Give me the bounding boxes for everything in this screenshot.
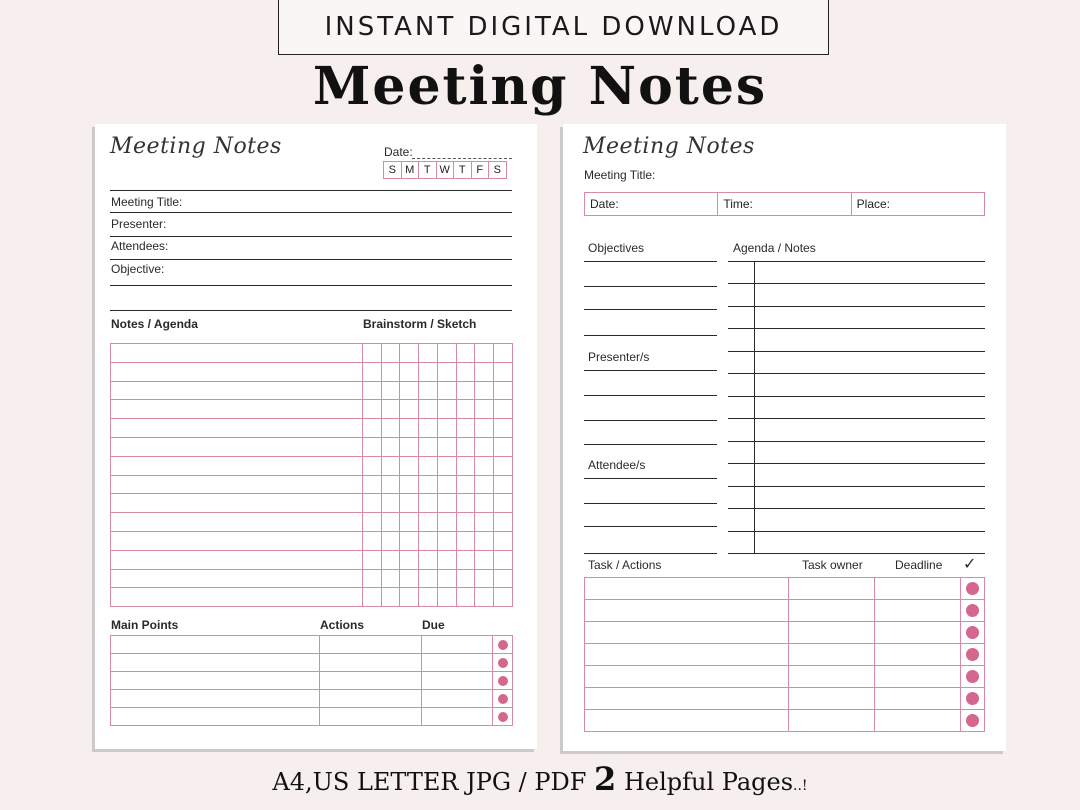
banner-text: INSTANT DIGITAL DOWNLOAD (324, 12, 783, 42)
presenter-label: Presenter: (111, 217, 167, 231)
grid-row (111, 588, 513, 607)
sketch-cell[interactable] (400, 569, 419, 588)
meeting-title-label: Meeting Title: (111, 195, 183, 209)
ruled-line[interactable] (584, 309, 717, 310)
sketch-cell[interactable] (419, 400, 438, 419)
ruled-line[interactable] (584, 261, 717, 262)
sketch-cell[interactable] (381, 494, 400, 513)
task-owner-label: Task owner (802, 558, 863, 572)
download-banner (278, 0, 829, 55)
due-cell[interactable] (422, 654, 493, 672)
main-point-cell[interactable] (111, 672, 320, 690)
notes-cell[interactable] (111, 419, 363, 438)
deadline-cell[interactable] (875, 578, 961, 600)
sketch-cell[interactable] (381, 344, 400, 363)
done-dot-cell[interactable] (961, 644, 985, 666)
sketch-cell[interactable] (381, 456, 400, 475)
sketch-cell[interactable] (381, 362, 400, 381)
grid-row (111, 456, 513, 475)
notes-cell[interactable] (111, 550, 363, 569)
ruled-line[interactable] (728, 351, 985, 352)
ruled-line[interactable] (728, 463, 985, 464)
action-cell[interactable] (320, 636, 422, 654)
status-dot-icon (498, 694, 508, 704)
sketch-cell[interactable] (456, 550, 475, 569)
task-owner-cell[interactable] (789, 710, 875, 732)
grid-row (111, 494, 513, 513)
table-row (585, 666, 985, 688)
attendees-line[interactable] (110, 259, 512, 260)
sketch-cell[interactable] (494, 381, 513, 400)
ruled-line[interactable] (584, 526, 717, 527)
sketch-cell[interactable] (494, 344, 513, 363)
grid-row (111, 419, 513, 438)
ruled-line[interactable] (584, 395, 717, 396)
sketch-cell[interactable] (437, 494, 456, 513)
footer-page-count: 2 (594, 760, 617, 798)
sketch-cell[interactable] (475, 381, 494, 400)
sketch-cell[interactable] (362, 513, 381, 532)
presenters-label: Presenter/s (588, 350, 650, 364)
sketch-cell[interactable] (400, 513, 419, 532)
status-dot-icon (498, 640, 508, 650)
status-dot-icon (498, 676, 508, 686)
done-dot-icon (966, 604, 979, 617)
sketch-cell[interactable] (400, 494, 419, 513)
task-owner-cell[interactable] (789, 666, 875, 688)
main-title: Meeting Notes (312, 56, 768, 117)
sketch-cell[interactable] (494, 456, 513, 475)
sketch-cell[interactable] (362, 437, 381, 456)
day-sat[interactable]: S (488, 161, 507, 179)
done-dot-cell[interactable] (961, 622, 985, 644)
sketch-cell[interactable] (475, 531, 494, 550)
page1-date-label: Date: (384, 145, 413, 159)
done-dot-icon (966, 670, 979, 683)
action-cell[interactable] (320, 654, 422, 672)
task-cell[interactable] (585, 622, 789, 644)
task-cell[interactable] (585, 600, 789, 622)
notes-cell[interactable] (111, 344, 363, 363)
ruled-line[interactable] (728, 396, 985, 397)
task-owner-cell[interactable] (789, 622, 875, 644)
sketch-cell[interactable] (362, 550, 381, 569)
due-cell[interactable] (422, 672, 493, 690)
sketch-cell[interactable] (494, 550, 513, 569)
status-dot-icon (498, 712, 508, 722)
sketch-cell[interactable] (362, 588, 381, 607)
day-thu[interactable]: T (453, 161, 472, 179)
page2-heading: Meeting Notes (583, 134, 755, 159)
place-field[interactable]: Place: (856, 197, 891, 211)
planner-page-2 (563, 124, 1006, 751)
task-table (584, 577, 985, 732)
page2-meeting-title-label: Meeting Title: (584, 168, 656, 182)
table-row (111, 654, 513, 672)
sketch-cell[interactable] (362, 475, 381, 494)
ruled-line[interactable] (728, 283, 985, 284)
sketch-cell[interactable] (419, 362, 438, 381)
sketch-cell[interactable] (381, 588, 400, 607)
notes-cell[interactable] (111, 456, 363, 475)
sketch-cell[interactable] (456, 419, 475, 438)
sketch-cell[interactable] (362, 531, 381, 550)
meeting-title-line[interactable] (110, 212, 512, 213)
status-dot-cell[interactable] (493, 690, 513, 708)
page1-date-line[interactable] (412, 158, 512, 159)
sketch-cell[interactable] (381, 531, 400, 550)
sketch-cell[interactable] (419, 381, 438, 400)
sketch-cell[interactable] (400, 419, 419, 438)
sketch-cell[interactable] (456, 475, 475, 494)
action-cell[interactable] (320, 690, 422, 708)
sketch-cell[interactable] (494, 362, 513, 381)
day-wed[interactable]: W (436, 161, 455, 179)
task-cell[interactable] (585, 578, 789, 600)
ruled-line[interactable] (728, 508, 985, 509)
sketch-cell[interactable] (456, 400, 475, 419)
sketch-cell[interactable] (381, 419, 400, 438)
day-mon[interactable]: M (401, 161, 420, 179)
deadline-cell[interactable] (875, 600, 961, 622)
task-cell[interactable] (585, 710, 789, 732)
sketch-cell[interactable] (362, 569, 381, 588)
ruled-line[interactable] (584, 444, 717, 445)
sketch-cell[interactable] (437, 513, 456, 532)
sketch-cell[interactable] (494, 569, 513, 588)
ruled-line[interactable] (728, 261, 985, 262)
sketch-cell[interactable] (362, 494, 381, 513)
grid-row (111, 362, 513, 381)
notes-cell[interactable] (111, 494, 363, 513)
day-tue[interactable]: T (418, 161, 437, 179)
ruled-line[interactable] (728, 306, 985, 307)
weekday-selector (384, 161, 507, 179)
time-field[interactable]: Time: (718, 193, 851, 215)
sketch-cell[interactable] (456, 531, 475, 550)
sketch-cell[interactable] (419, 550, 438, 569)
ruled-line[interactable] (728, 373, 985, 374)
deadline-cell[interactable] (875, 622, 961, 644)
sketch-cell[interactable] (381, 400, 400, 419)
deadline-cell[interactable] (875, 644, 961, 666)
done-dot-cell[interactable] (961, 600, 985, 622)
sketch-cell[interactable] (475, 344, 494, 363)
sketch-cell[interactable] (475, 437, 494, 456)
sketch-cell[interactable] (381, 475, 400, 494)
planner-page-1 (95, 124, 537, 749)
task-owner-cell[interactable] (789, 578, 875, 600)
sketch-cell[interactable] (456, 456, 475, 475)
sketch-cell[interactable] (456, 381, 475, 400)
sketch-cell[interactable] (362, 381, 381, 400)
sketch-cell[interactable] (400, 588, 419, 607)
deadline-label: Deadline (895, 558, 943, 572)
status-dot-cell[interactable] (493, 654, 513, 672)
sketch-cell[interactable] (494, 588, 513, 607)
sketch-cell[interactable] (419, 456, 438, 475)
notes-cell[interactable] (111, 400, 363, 419)
table-row (111, 690, 513, 708)
sketch-cell[interactable] (419, 588, 438, 607)
sketch-cell[interactable] (494, 494, 513, 513)
table-row (111, 708, 513, 726)
sketch-cell[interactable] (381, 437, 400, 456)
date-field[interactable]: Date: (585, 193, 718, 215)
sketch-cell[interactable] (475, 362, 494, 381)
task-cell[interactable] (585, 666, 789, 688)
sketch-cell[interactable] (437, 550, 456, 569)
sketch-cell[interactable] (475, 456, 494, 475)
status-dot-icon (498, 658, 508, 668)
ruled-line[interactable] (584, 503, 717, 504)
sketch-cell[interactable] (400, 437, 419, 456)
grid-row (111, 344, 513, 363)
sketch-cell[interactable] (362, 456, 381, 475)
main-point-cell[interactable] (111, 654, 320, 672)
grid-row (111, 400, 513, 419)
done-dot-icon (966, 648, 979, 661)
table-row (111, 672, 513, 690)
sketch-cell[interactable] (437, 475, 456, 494)
sketch-cell[interactable] (494, 419, 513, 438)
sketch-cell[interactable] (437, 588, 456, 607)
notes-cell[interactable] (111, 531, 363, 550)
sketch-cell[interactable] (419, 475, 438, 494)
sketch-cell[interactable] (456, 437, 475, 456)
sketch-cell[interactable] (400, 531, 419, 550)
main-points-table (110, 635, 513, 726)
footer-suffix: ..! (793, 778, 808, 794)
attendees-label-2: Attendee/s (588, 458, 646, 472)
status-dot-cell[interactable] (493, 636, 513, 654)
sketch-cell[interactable] (381, 569, 400, 588)
sketch-cell[interactable] (381, 513, 400, 532)
status-dot-cell[interactable] (493, 708, 513, 726)
task-cell[interactable] (585, 644, 789, 666)
done-dot-icon (966, 582, 979, 595)
sketch-cell[interactable] (437, 531, 456, 550)
grid-row (111, 531, 513, 550)
table-row (585, 622, 985, 644)
agenda-notes-label: Agenda / Notes (733, 241, 816, 255)
done-dot-icon (966, 692, 979, 705)
done-dot-cell[interactable] (961, 710, 985, 732)
due-label: Due (422, 618, 445, 632)
ruled-line[interactable] (728, 553, 985, 554)
sketch-cell[interactable] (475, 400, 494, 419)
sketch-cell[interactable] (437, 381, 456, 400)
footer-pages: Helpful Pages (616, 768, 794, 796)
table-row (585, 600, 985, 622)
main-point-cell[interactable] (111, 636, 320, 654)
notes-cell[interactable] (111, 475, 363, 494)
sketch-cell[interactable] (437, 419, 456, 438)
done-dot-cell[interactable] (961, 688, 985, 710)
action-cell[interactable] (320, 708, 422, 726)
sketch-cell[interactable] (419, 437, 438, 456)
sketch-cell[interactable] (456, 362, 475, 381)
sketch-cell[interactable] (400, 362, 419, 381)
due-cell[interactable] (422, 690, 493, 708)
sketch-cell[interactable] (456, 494, 475, 513)
sketch-cell[interactable] (400, 344, 419, 363)
sketch-cell[interactable] (419, 344, 438, 363)
table-row (585, 578, 985, 600)
objective-label: Objective: (111, 262, 165, 276)
sketch-cell[interactable] (381, 381, 400, 400)
page1-heading: Meeting Notes (110, 134, 282, 159)
ruled-line[interactable] (728, 418, 985, 419)
done-dot-cell[interactable] (961, 666, 985, 688)
sketch-cell[interactable] (419, 569, 438, 588)
grid-row (111, 513, 513, 532)
sketch-cell[interactable] (475, 513, 494, 532)
sketch-cell[interactable] (475, 588, 494, 607)
sketch-cell[interactable] (437, 437, 456, 456)
done-dot-icon (966, 626, 979, 639)
sketch-cell[interactable] (381, 550, 400, 569)
action-cell[interactable] (320, 672, 422, 690)
grid-row (111, 381, 513, 400)
grid-row (111, 569, 513, 588)
task-owner-cell[interactable] (789, 644, 875, 666)
ruled-line[interactable] (584, 553, 717, 554)
due-cell[interactable] (422, 636, 493, 654)
sketch-cell[interactable] (475, 494, 494, 513)
notes-cell[interactable] (111, 588, 363, 607)
sketch-cell[interactable] (494, 400, 513, 419)
notes-agenda-label: Notes / Agenda (111, 317, 198, 331)
grid-row (111, 437, 513, 456)
sketch-cell[interactable] (456, 344, 475, 363)
check-icon: ✓ (963, 556, 977, 573)
due-cell[interactable] (422, 708, 493, 726)
sketch-cell[interactable] (400, 456, 419, 475)
deadline-cell[interactable] (875, 688, 961, 710)
notes-cell[interactable] (111, 569, 363, 588)
main-points-label: Main Points (111, 618, 179, 632)
sketch-cell[interactable] (400, 381, 419, 400)
done-dot-cell[interactable] (961, 578, 985, 600)
sketch-cell[interactable] (475, 419, 494, 438)
sketch-cell[interactable] (437, 362, 456, 381)
sketch-cell[interactable] (362, 344, 381, 363)
day-fri[interactable]: F (471, 161, 490, 179)
divider (110, 190, 512, 191)
done-dot-icon (966, 714, 979, 727)
sketch-cell[interactable] (456, 513, 475, 532)
footer-caption (0, 760, 1080, 798)
sketch-cell[interactable] (400, 475, 419, 494)
sketch-cell[interactable] (456, 569, 475, 588)
notes-cell[interactable] (111, 437, 363, 456)
main-point-cell[interactable] (111, 708, 320, 726)
ruled-line[interactable] (584, 420, 717, 421)
ruled-line[interactable] (728, 441, 985, 442)
ruled-line[interactable] (584, 370, 717, 371)
sketch-cell[interactable] (362, 400, 381, 419)
main-point-cell[interactable] (111, 690, 320, 708)
date-time-place-box (584, 192, 985, 216)
sketch-cell[interactable] (362, 362, 381, 381)
sketch-cell[interactable] (494, 513, 513, 532)
sketch-cell[interactable] (362, 419, 381, 438)
sketch-cell[interactable] (475, 569, 494, 588)
sketch-cell[interactable] (437, 569, 456, 588)
brainstorm-label: Brainstorm / Sketch (363, 317, 477, 331)
sketch-cell[interactable] (419, 494, 438, 513)
objective-line-2[interactable] (110, 310, 512, 311)
sketch-cell[interactable] (400, 550, 419, 569)
task-cell[interactable] (585, 688, 789, 710)
deadline-cell[interactable] (875, 666, 961, 688)
status-dot-cell[interactable] (493, 672, 513, 690)
notes-cell[interactable] (111, 381, 363, 400)
actions-label: Actions (320, 618, 365, 632)
sketch-cell[interactable] (437, 456, 456, 475)
sketch-cell[interactable] (475, 550, 494, 569)
grid-row (111, 550, 513, 569)
task-actions-label: Task / Actions (588, 558, 662, 572)
sketch-cell[interactable] (456, 588, 475, 607)
table-row (111, 636, 513, 654)
attendees-label: Attendees: (111, 239, 169, 253)
footer-formats: A4,US LETTER JPG / PDF (272, 768, 595, 796)
agenda-margin-line (754, 261, 755, 553)
deadline-cell[interactable] (875, 710, 961, 732)
sketch-cell[interactable] (494, 475, 513, 494)
task-owner-cell[interactable] (789, 600, 875, 622)
sketch-cell[interactable] (419, 419, 438, 438)
table-row (585, 644, 985, 666)
sketch-cell[interactable] (475, 475, 494, 494)
ruled-line[interactable] (584, 335, 717, 336)
ruled-line[interactable] (728, 328, 985, 329)
sketch-cell[interactable] (437, 400, 456, 419)
sketch-cell[interactable] (494, 531, 513, 550)
sketch-cell[interactable] (419, 513, 438, 532)
sketch-cell[interactable] (400, 400, 419, 419)
objective-line[interactable] (110, 285, 512, 286)
day-sun[interactable]: S (383, 161, 402, 179)
notes-cell[interactable] (111, 513, 363, 532)
task-owner-cell[interactable] (789, 688, 875, 710)
objectives-label: Objectives (588, 241, 645, 255)
sketch-cell[interactable] (419, 531, 438, 550)
ruled-line[interactable] (728, 531, 985, 532)
notes-cell[interactable] (111, 362, 363, 381)
presenter-line[interactable] (110, 236, 512, 237)
sketch-cell[interactable] (437, 344, 456, 363)
table-row (585, 688, 985, 710)
sketch-cell[interactable] (494, 437, 513, 456)
table-row (585, 710, 985, 732)
ruled-line[interactable] (728, 486, 985, 487)
ruled-line[interactable] (584, 478, 717, 479)
ruled-line[interactable] (584, 286, 717, 287)
notes-brainstorm-grid (110, 343, 513, 607)
grid-row (111, 475, 513, 494)
